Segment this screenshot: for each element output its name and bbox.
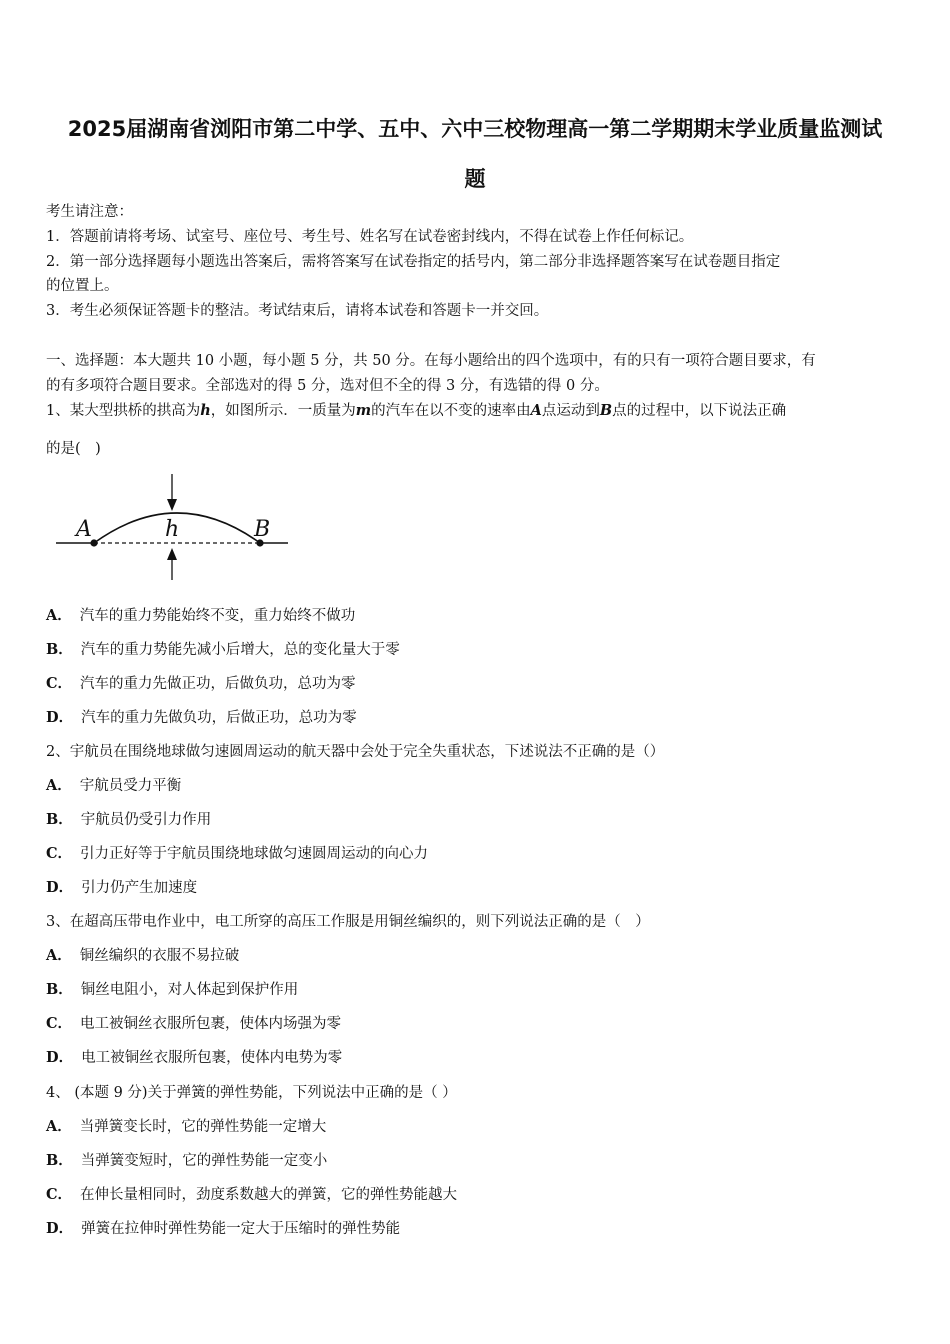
q2-option-d bbox=[46, 878, 197, 898]
symbol-b: B bbox=[599, 402, 613, 419]
option-label: A． bbox=[46, 947, 72, 964]
q1-stem-part: 1、某大型拱桥的拱高为 bbox=[46, 403, 201, 419]
option-label: C． bbox=[46, 845, 73, 862]
q1-stem bbox=[46, 401, 908, 421]
exam-title-line-2: 题 bbox=[464, 167, 486, 191]
option-label: A． bbox=[46, 607, 72, 624]
option-label: D． bbox=[46, 709, 74, 726]
option-text: 宇航员仍受引力作用 bbox=[80, 812, 212, 828]
option-text: 当弹簧变短时，它的弹性势能一定变小 bbox=[80, 1153, 328, 1169]
option-label: D． bbox=[46, 879, 74, 896]
q1-option-a bbox=[46, 606, 355, 626]
q3-option-d bbox=[46, 1048, 342, 1068]
q4-option-d bbox=[46, 1219, 400, 1239]
notice-item-2-cont: 的位置上。 bbox=[46, 278, 119, 294]
option-text: 铜丝编织的衣服不易拉破 bbox=[79, 948, 240, 964]
q1-stem-part: ，如图所示．一质量为 bbox=[210, 403, 356, 419]
q1-stem-part: 点的过程中，以下说法正确 bbox=[612, 403, 787, 419]
notice-item-1: 1．答题前请将考场、试室号、座位号、考生号、姓名写在试卷密封线内，不得在试卷上作任何标记。 bbox=[46, 229, 694, 245]
top-arrow-head bbox=[167, 499, 177, 511]
option-label: D． bbox=[46, 1220, 74, 1237]
q3-option-b bbox=[46, 980, 298, 1000]
q2-option-b bbox=[46, 810, 211, 830]
option-label: C． bbox=[46, 1015, 73, 1032]
bottom-arrow-head bbox=[167, 548, 177, 560]
arch-bridge-diagram bbox=[52, 468, 297, 586]
q2-option-c bbox=[46, 844, 428, 864]
q1-option-b bbox=[46, 640, 400, 660]
symbol-m: m bbox=[355, 402, 372, 419]
q3-stem: 3、在超高压带电作业中，电工所穿的高压工作服是用铜丝编织的，则下列说法正确的是（ ） bbox=[46, 914, 650, 930]
q1-stem-end: 的是( ) bbox=[46, 441, 101, 457]
notice-item-2: 2．第一部分选择题每小题选出答案后，需将答案写在试卷指定的括号内，第二部分非选择题答案写在试卷题目指定 bbox=[46, 254, 781, 270]
symbol-a: A bbox=[530, 402, 542, 419]
option-text: 当弹簧变长时，它的弹性势能一定增大 bbox=[79, 1119, 327, 1135]
option-label: B． bbox=[46, 811, 73, 828]
symbol-h: h bbox=[200, 402, 211, 419]
section-instructions-2: 的有多项符合题目要求。全部选对的得 5 分，选对但不全的得 3 分，有选错的得 0 分。 bbox=[46, 378, 609, 394]
section-instructions-1: 一、选择题：本大题共 10 小题，每小题 5 分，共 50 分。在每小题给出的四个选项中，有的只有一项符合题目要求，有 bbox=[46, 353, 816, 369]
option-label: D． bbox=[46, 1049, 74, 1066]
q3-option-c bbox=[46, 1014, 341, 1034]
option-text: 弹簧在拉伸时弹性势能一定大于压缩时的弹性势能 bbox=[81, 1221, 401, 1237]
notice-heading: 考生请注意： bbox=[46, 204, 133, 220]
label-h: h bbox=[165, 517, 180, 542]
q1-option-d bbox=[46, 708, 357, 728]
label-a: A bbox=[76, 517, 92, 542]
q4-option-a bbox=[46, 1117, 326, 1137]
option-text: 电工被铜丝衣服所包裹，使体内电势为零 bbox=[81, 1050, 343, 1066]
option-text: 铜丝电阻小，对人体起到保护作用 bbox=[80, 982, 299, 998]
option-text: 引力正好等于宇航员围绕地球做匀速圆周运动的向心力 bbox=[80, 846, 429, 862]
option-text: 宇航员受力平衡 bbox=[79, 778, 182, 794]
q3-option-a bbox=[46, 946, 239, 966]
option-label: C． bbox=[46, 675, 73, 692]
exam-title-line-1: 2025届湖南省浏阳市第二中学、五中、六中三校物理高一第二学期期末学业质量监测试 bbox=[67, 117, 883, 141]
option-label: B． bbox=[46, 1152, 73, 1169]
option-label: B． bbox=[46, 641, 73, 658]
q1-option-c bbox=[46, 674, 356, 694]
q4-option-b bbox=[46, 1151, 327, 1171]
option-text: 汽车的重力势能始终不变，重力始终不做功 bbox=[79, 608, 356, 624]
q2-stem: 2、宇航员在围绕地球做匀速圆周运动的航天器中会处于完全失重状态，下述说法不正确的是（） bbox=[46, 744, 665, 760]
option-label: C． bbox=[46, 1186, 73, 1203]
option-text: 汽车的重力先做正功，后做负功，总功为零 bbox=[80, 676, 356, 692]
option-label: A． bbox=[46, 777, 72, 794]
option-text: 汽车的重力先做负功，后做正功，总功为零 bbox=[81, 710, 357, 726]
q1-stem-part: 点运动到 bbox=[541, 403, 600, 419]
q2-option-a bbox=[46, 776, 181, 796]
notice-item-3: 3．考生必须保证答题卡的整洁。考试结束后，请将本试卷和答题卡一并交回。 bbox=[46, 303, 549, 319]
option-text: 电工被铜丝衣服所包裹，使体内场强为零 bbox=[80, 1016, 342, 1032]
q1-stem-part: 的汽车在以不变的速率由 bbox=[371, 403, 531, 419]
option-text: 引力仍产生加速度 bbox=[81, 880, 198, 896]
option-label: A． bbox=[46, 1118, 72, 1135]
option-text: 汽车的重力势能先减小后增大，总的变化量大于零 bbox=[80, 642, 400, 658]
option-text: 在伸长量相同时，劲度系数越大的弹簧，它的弹性势能越大 bbox=[80, 1187, 458, 1203]
q4-option-c bbox=[46, 1185, 457, 1205]
q4-stem: 4、 (本题 9 分)关于弹簧的弹性势能，下列说法中正确的是（ ） bbox=[46, 1085, 457, 1101]
option-label: B． bbox=[46, 981, 73, 998]
label-b: B bbox=[254, 517, 271, 542]
